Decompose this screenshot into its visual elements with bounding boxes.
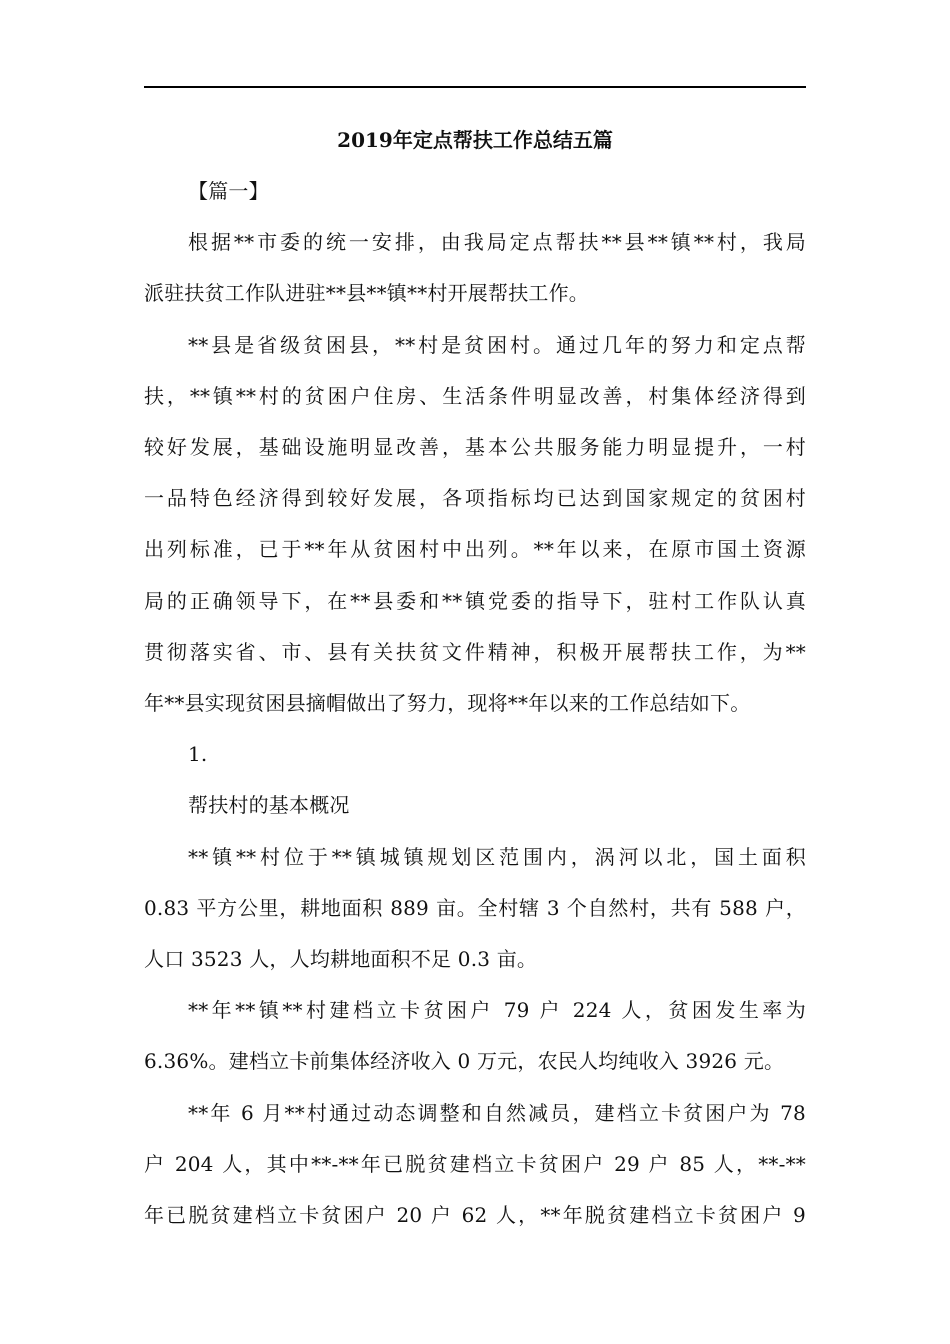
- header-rule: [144, 86, 806, 88]
- body-line: 贯彻落实省、市、县有关扶贫文件精神，积极开展帮扶工作，为**: [144, 640, 806, 664]
- body-line: **县是省级贫困县，**村是贫困村。通过几年的努力和定点帮: [188, 333, 806, 357]
- document-title: 2019年定点帮扶工作总结五篇: [337, 128, 613, 152]
- body-line: 根据**市委的统一安排，由我局定点帮扶**县**镇**村，我局: [188, 230, 806, 254]
- body-line: 年已脱贫建档立卡贫困户 20 户 62 人，**年脱贫建档立卡贫困户 9: [144, 1203, 806, 1227]
- body-line: 出列标准，已于**年从贫困村中出列。**年以来，在原市国土资源: [144, 537, 806, 561]
- body-line: 【篇一】: [188, 179, 269, 203]
- body-line: 1.: [188, 742, 208, 766]
- body-line: **年**镇**村建档立卡贫困户 79 户 224 人，贫困发生率为: [188, 998, 806, 1022]
- body-line: 较好发展，基础设施明显改善，基本公共服务能力明显提升，一村: [144, 435, 806, 459]
- body-line: 一品特色经济得到较好发展，各项指标均已达到国家规定的贫困村: [144, 486, 806, 510]
- body-line: 0.83 平方公里，耕地面积 889 亩。全村辖 3 个自然村，共有 588 户，: [144, 896, 806, 920]
- body-line: 局的正确领导下，在**县委和**镇党委的指导下，驻村工作队认真: [144, 589, 806, 613]
- body-line: 帮扶村的基本概况: [188, 793, 350, 817]
- body-line: 扶，**镇**村的贫困户住房、生活条件明显改善，村集体经济得到: [144, 384, 806, 408]
- body-line: **镇**村位于**镇城镇规划区范围内，涡河以北，国土面积: [188, 845, 806, 869]
- body-line: 户 204 人，其中**-**年已脱贫建档立卡贫困户 29 户 85 人，**-**: [144, 1152, 806, 1176]
- body-line: **年 6 月**村通过动态调整和自然减员，建档立卡贫困户为 78: [188, 1101, 806, 1125]
- body-line: 年**县实现贫困县摘帽做出了努力，现将**年以来的工作总结如下。: [144, 691, 751, 715]
- body-line: 人口 3523 人，人均耕地面积不足 0.3 亩。: [144, 947, 538, 971]
- body-line: 派驻扶贫工作队进驻**县**镇**村开展帮扶工作。: [144, 281, 589, 305]
- body-line: 6.36%。建档立卡前集体经济收入 0 万元，农民人均纯收入 3926 元。: [144, 1049, 785, 1073]
